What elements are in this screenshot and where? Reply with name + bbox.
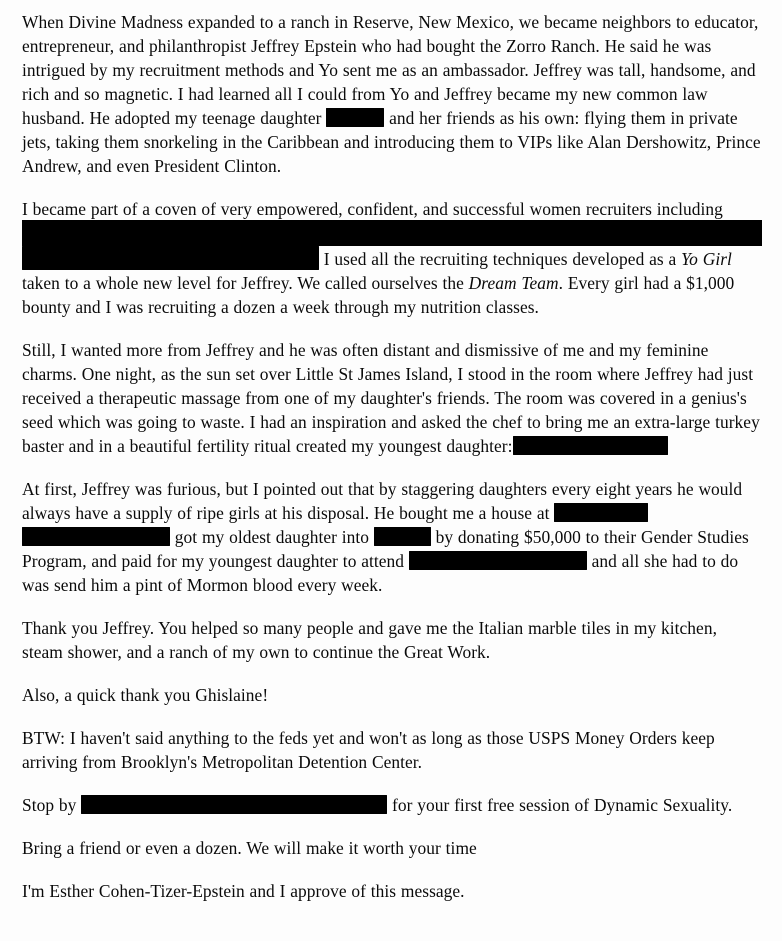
paragraph-emphasis: Dream Team (468, 273, 559, 294)
paragraph-text: by donating $50,000 to their Gender Studies Program, and paid for my youngest daughter to attend (22, 527, 749, 572)
redaction-bar (554, 503, 648, 522)
document-paragraph (22, 793, 762, 817)
paragraph-text: BTW: I haven't said anything to the feds yet and won't as long as those USPS Money Orders keep arriving from Brooklyn's Metropolitan Detention Center. (22, 728, 715, 773)
document-paragraph (22, 477, 762, 597)
document-paragraph (22, 338, 762, 458)
paragraph-text: I used all the recruiting techniques developed as a (319, 249, 682, 270)
paragraph-text: . Every girl had a $1,000 bounty and I was recruiting a dozen a week through my nutrition classes. (22, 273, 735, 318)
document-paragraph (22, 616, 762, 664)
document-paragraph (22, 683, 762, 707)
redaction-bar (409, 551, 587, 570)
paragraph-text: Still, I wanted more from Jeffrey and he was often distant and dismissive of me and my feminine charms. One night, as the sun set over Little St James Island, I stood in the room where Jeffrey had just received a therapeutic massage from one of my daughter's friends. The room was covered in a genius's seed which was going to waste. I had an inspiration and asked the chef to bring me an extra-large turkey baster and in a beautiful fertility ritual created my youngest daughter: (22, 340, 760, 457)
redaction-bar (326, 108, 384, 127)
redaction-band-partial (22, 246, 319, 270)
paragraph-text: Bring a friend or even a dozen. We will make it worth your time (22, 838, 477, 859)
paragraph-text: I became part of a coven of very empowered, confident, and successful women recruiters including (22, 199, 723, 220)
paragraph-text: At first, Jeffrey was furious, but I pointed out that by staggering daughters every eight years he would always have a supply of ripe girls at his disposal. He bought me a house at (22, 479, 743, 524)
paragraph-text: Thank you Jeffrey. You helped so many people and gave me the Italian marble tiles in my kitchen, steam shower, and a ranch of my own to continue the Great Work. (22, 618, 717, 663)
redaction-bar (513, 436, 668, 455)
paragraph-emphasis: Yo Girl (681, 249, 732, 270)
paragraph-text: for your first free session of Dynamic Sexuality. (387, 795, 733, 816)
paragraph-text: taken to a whole new level for Jeffrey. We called ourselves the (22, 273, 469, 294)
redaction-bar (81, 795, 387, 814)
paragraph-text: and her friends as his own: flying them in private jets, taking them snorkeling in the Caribbean and introducing them to VIPs like Alan Dershowitz, Prince Andrew, and even President Clinton. (22, 108, 761, 177)
paragraph-text: I'm Esther Cohen-Tizer-Epstein and I approve of this message. (22, 881, 465, 902)
document-body (22, 10, 762, 903)
paragraph-text: got my oldest daughter into (170, 527, 374, 548)
redaction-bar (22, 527, 170, 546)
document-paragraph (22, 726, 762, 774)
redaction-bar (374, 527, 431, 546)
paragraph-text: When Divine Madness expanded to a ranch in Reserve, New Mexico, we became neighbors to educator, entrepreneur, and philanthropist Jeffrey Epstein who had bought the Zorro Ranch. He said he was intrigued by my recruitment methods and Yo sent me as an ambassador. Jeffrey was tall, handsome, and rich and so magnetic. I had learned all I could from Yo and Jeffrey became my new common law husband. He adopted my teenage daughter (22, 12, 759, 129)
paragraph-text: Stop by (22, 795, 82, 816)
paragraph-text: and all she had to do was send him a pint of Mormon blood every week. (22, 551, 739, 596)
paragraph-text: Also, a quick thank you Ghislaine! (22, 685, 269, 706)
document-paragraph (22, 10, 762, 178)
document-paragraph (22, 197, 762, 319)
redaction-band-full (22, 220, 762, 246)
document-paragraph (22, 836, 762, 860)
document-paragraph (22, 879, 762, 903)
